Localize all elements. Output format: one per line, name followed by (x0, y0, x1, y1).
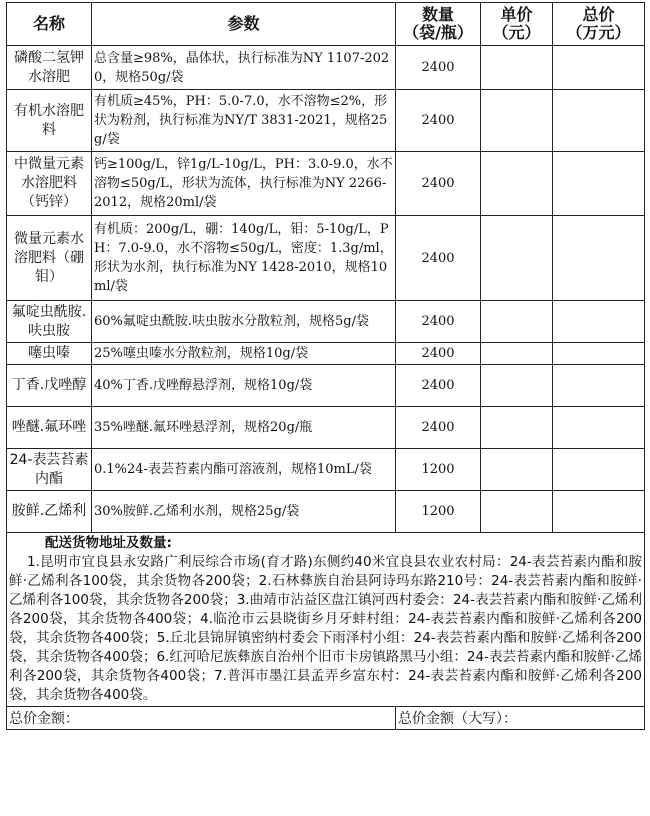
product-spec: 35%唑醚.氟环唑悬浮剂，规格20g/瓶 (92, 407, 396, 449)
table-row (7, 90, 645, 152)
product-name: 唑醚.氟环唑 (7, 407, 92, 449)
total-price-cell[interactable] (553, 216, 645, 301)
product-name: 丁香.戊唑醇 (7, 365, 92, 407)
table-row (7, 491, 645, 533)
table-row (7, 365, 645, 407)
product-qty: 2400 (396, 46, 481, 90)
delivery-title: 配送货物地址及数量: (45, 535, 172, 551)
product-name: 氟啶虫酰胺.呋虫胺 (7, 301, 92, 343)
unit-price-cell[interactable] (481, 301, 553, 343)
header-name: 名称 (7, 3, 92, 46)
product-spec: 30%胺鲜.乙烯利水剂，规格25g/袋 (92, 491, 396, 533)
header-qty: 数量 （袋/瓶） (396, 3, 481, 46)
unit-price-cell[interactable] (481, 46, 553, 90)
total-price-cell[interactable] (553, 343, 645, 365)
product-spec: 0.1%24-表芸苔素内酯可溶液剂，规格10mL/袋 (92, 449, 396, 491)
total-amount-upper-label: 总价金额（大写）： (396, 707, 645, 730)
procurement-table-sheet (6, 2, 644, 730)
total-row (7, 707, 645, 730)
product-spec: 40%丁香.戊唑醇悬浮剂，规格10g/袋 (92, 365, 396, 407)
product-qty: 2400 (396, 407, 481, 449)
product-qty: 2400 (396, 301, 481, 343)
total-price-cell[interactable] (553, 152, 645, 216)
delivery-row (7, 533, 645, 707)
product-qty: 2400 (396, 152, 481, 216)
total-price-cell[interactable] (553, 407, 645, 449)
total-price-cell[interactable] (553, 365, 645, 407)
unit-price-cell[interactable] (481, 216, 553, 301)
product-name: 有机水溶肥料 (7, 90, 92, 152)
table-row (7, 407, 645, 449)
product-spec: 总含量≥98%，晶体状，执行标准为NY 1107-2020，规格50g/袋 (92, 46, 396, 90)
table-row (7, 449, 645, 491)
total-price-cell[interactable] (553, 90, 645, 152)
product-spec: 有机质：200g/L，硼：140g/L，钼：5-10g/L，PH：7.0-9.0，水不溶物≤50g/L，密度：1.3g/ml，形状为水剂，执行标准为NY 1428-2010，规格10ml/袋 (92, 216, 396, 301)
product-name: 24-表芸苔素内酯 (7, 449, 92, 491)
product-qty: 2400 (396, 365, 481, 407)
unit-price-cell[interactable] (481, 449, 553, 491)
table-row (7, 301, 645, 343)
unit-price-cell[interactable] (481, 90, 553, 152)
delivery-cell (7, 533, 645, 707)
product-name: 中微量元素水溶肥料（钙锌） (7, 152, 92, 216)
unit-price-cell[interactable] (481, 152, 553, 216)
header-spec: 参数 (92, 3, 396, 46)
table-row (7, 46, 645, 90)
total-price-cell[interactable] (553, 449, 645, 491)
unit-price-cell[interactable] (481, 407, 553, 449)
product-name: 胺鲜.乙烯利 (7, 491, 92, 533)
header-unit-price: 单价 （元） (481, 3, 553, 46)
table-row (7, 343, 645, 365)
product-qty: 1200 (396, 449, 481, 491)
total-price-cell[interactable] (553, 301, 645, 343)
total-price-cell[interactable] (553, 46, 645, 90)
delivery-body: 1.昆明市宜良县永安路广利辰综合市场(育才路)东侧约40米宜良县农业农村局：24-表芸苔素内酯和胺鲜·乙烯利各100袋，其余货物各200袋；2.石林彝族自治县阿诗玛东路210号：24-表芸苔素内酯和胺鲜·乙烯利各100袋，其余货物各200袋；3.曲靖市沾益区盘江镇河西村委会：24-表芸苔素内酯和胺鲜·乙烯利各200袋，其余货物各400袋；4.临沧市云县晓街乡月牙蚌村组：24-表芸苔素内酯和胺鲜·乙烯利各200袋，其余货物各400袋；5.丘北县锦屏镇密纳村委会下雨泽村小组：24-表芸苔素内酯和胺鲜·乙烯利各200袋，其余货物各400袋；6.红河哈尼族彝族自治州个旧市卡房镇路黑马小组：24-表芸苔素内酯和胺鲜·乙烯利各200袋，其余货物各400袋；7.普洱市墨江县孟弄乡富东村：24-表芸苔素内酯和胺鲜·乙烯利各200袋，其余货物各400袋。 (9, 554, 642, 703)
total-amount-label: 总价金额： (7, 707, 396, 730)
header-row (7, 3, 645, 46)
unit-price-cell[interactable] (481, 343, 553, 365)
header-total-price: 总价 （万元） (553, 3, 645, 46)
table-row (7, 216, 645, 301)
product-qty: 2400 (396, 216, 481, 301)
product-spec: 60%氟啶虫酰胺.呋虫胺水分散粒剂，规格5g/袋 (92, 301, 396, 343)
product-qty: 1200 (396, 491, 481, 533)
table-row (7, 152, 645, 216)
product-spec: 有机质≥45%，PH：5.0-7.0，水不溶物≤2%，形状为粉剂，执行标准为NY/T 3831-2021，规格25g/袋 (92, 90, 396, 152)
product-qty: 2400 (396, 343, 481, 365)
product-spec: 钙≥100g/L，锌1g/L-10g/L，PH：3.0-9.0，水不溶物≤50g/L，形状为流体，执行标准为NY 2266-2012，规格20ml/袋 (92, 152, 396, 216)
product-qty: 2400 (396, 90, 481, 152)
procurement-table (6, 2, 645, 730)
unit-price-cell[interactable] (481, 365, 553, 407)
product-name: 微量元素水溶肥料（硼钼） (7, 216, 92, 301)
product-name: 磷酸二氢钾水溶肥 (7, 46, 92, 90)
product-spec: 25%噻虫嗪水分散粒剂，规格10g/袋 (92, 343, 396, 365)
unit-price-cell[interactable] (481, 491, 553, 533)
product-name: 噻虫嗪 (7, 343, 92, 365)
total-price-cell[interactable] (553, 491, 645, 533)
